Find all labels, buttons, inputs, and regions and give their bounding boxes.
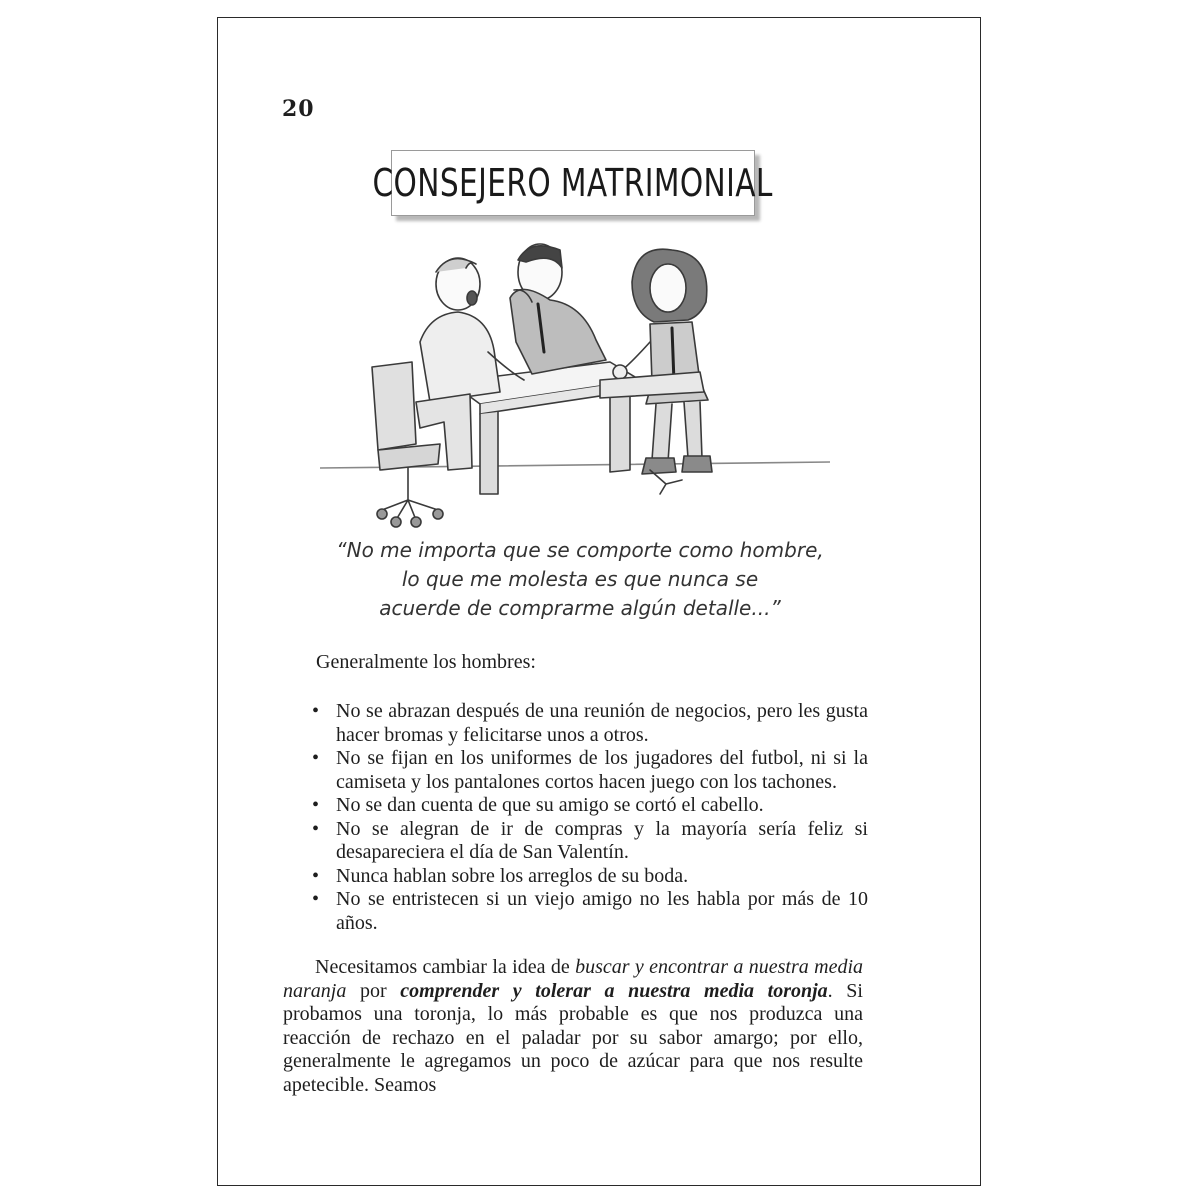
man-left-torso (420, 312, 500, 402)
closing-bold-phrase: comprender y tolerar a nuestra media toronja (400, 979, 828, 1002)
bullet-icon: • (312, 747, 320, 769)
closing-text-3: . Si probamos una toronja, lo más probable es que nos produzca una reacción de rechazo en el paladar por su sabor amargo; por ello, generalmente le agregamos un poco de azúcar para que nos resulte apetecible. Seamos (283, 979, 863, 1096)
intro-paragraph: Generalmente los hombres: (316, 651, 536, 673)
bullet-icon: • (312, 700, 320, 722)
woman-face (650, 264, 686, 312)
list-item (312, 865, 868, 889)
caption-line: lo que me molesta es que nunca se (401, 567, 759, 591)
list-item-text: No se alegran de ir de compras y la mayoría sería feliz si desapareciera el día de San Valentín. (336, 817, 868, 863)
chair-base (382, 500, 438, 520)
cartoon-marriage-counselor-icon (320, 232, 830, 532)
list-item (312, 888, 868, 935)
chair-wheel (391, 517, 401, 527)
closing-text-1: Necesitamos cambiar la idea de (315, 956, 576, 978)
list-item-text: No se fijan en los uniformes de los jugadores del futbol, ni si la camiseta y los pantalones cortos hacen juego con los tachones. (336, 747, 868, 793)
closing-text-2: por (346, 979, 401, 1002)
list-item-text: No se abrazan después de una reunión de negocios, pero les gusta hacer bromas y felicitarse unos a otros. (336, 700, 868, 746)
list-item-text: Nunca hablan sobre los arreglos de su boda. (336, 864, 689, 887)
list-item (312, 818, 868, 865)
caption-line: acuerde de comprarme algún detalle...” (379, 596, 781, 620)
cartoon-caption (300, 536, 860, 623)
closing-paragraph (283, 956, 863, 1097)
list-item-text: No se dan cuenta de que su amigo se cortó el cabello. (336, 794, 764, 816)
chair-wheel (411, 517, 421, 527)
bullet-icon: • (312, 888, 320, 910)
woman-legs (652, 402, 702, 462)
list-item-text: No se entristecen si un viejo amigo no les habla por más de 10 años. (336, 888, 868, 934)
bullet-icon: • (312, 794, 320, 816)
caption-line: “No me importa que se comporte como hombre, (336, 538, 824, 562)
page-number: 20 (282, 96, 315, 122)
bullet-list (312, 700, 868, 935)
bullet-icon: • (312, 817, 320, 840)
list-item (312, 747, 868, 794)
closing-italic-phrase: buscar y encontrar a nuestra media naranja (283, 956, 864, 1002)
counselor-suit (510, 289, 606, 374)
chapter-title-box (372, 150, 774, 216)
bullet-icon: • (312, 864, 320, 887)
list-item (312, 700, 868, 747)
list-item (312, 794, 868, 818)
chair-wheel (377, 509, 387, 519)
chapter-title: CONSEJERO MATRIMONIAL (372, 161, 774, 205)
man-left-mouth (467, 291, 477, 305)
chair-back (372, 362, 416, 450)
woman-fist (613, 365, 627, 379)
woman-chair-base (650, 470, 682, 494)
desk-leg-left (480, 412, 498, 494)
chair-wheel (433, 509, 443, 519)
desk-leg-right (610, 389, 630, 472)
